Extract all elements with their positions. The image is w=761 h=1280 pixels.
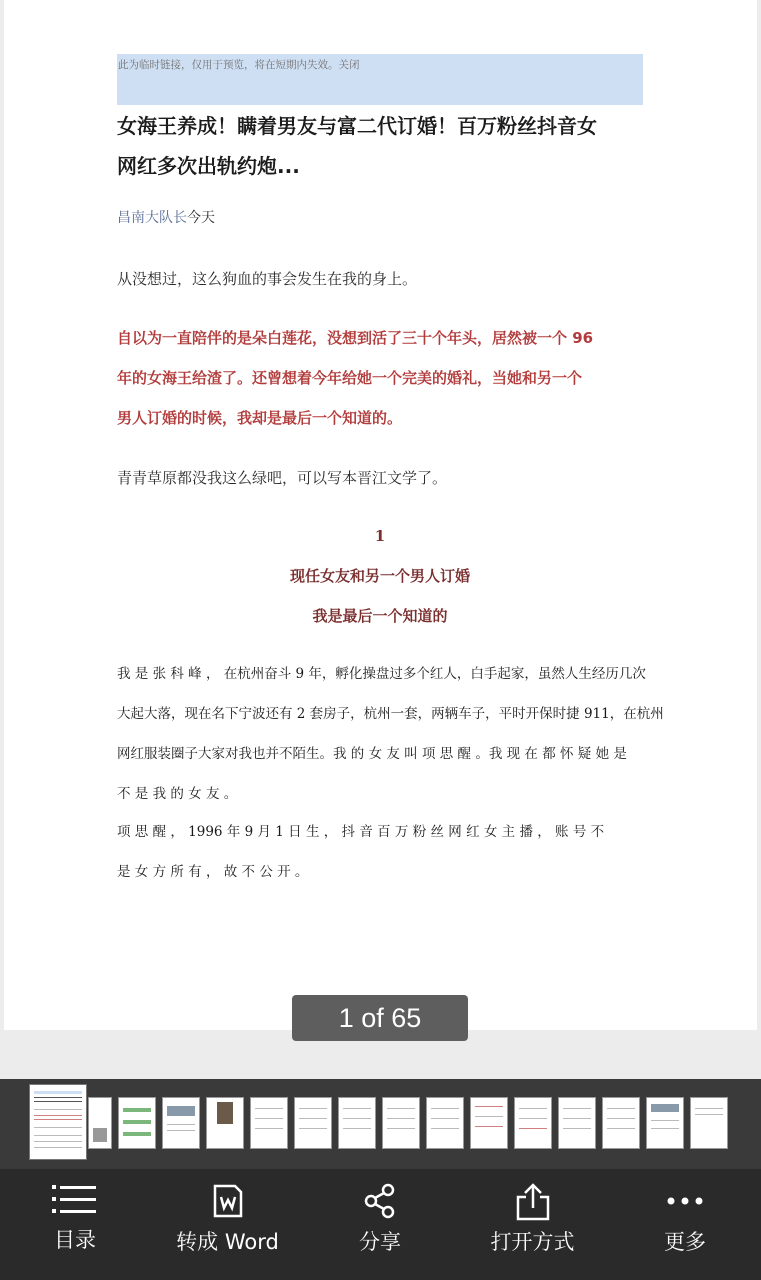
- bottom-toolbar: [0, 1169, 761, 1280]
- page-thumbnail[interactable]: [514, 1097, 552, 1149]
- publish-time: 今天: [187, 210, 215, 226]
- body-line: 网红服装圈子大家对我也并不陌生。我 的 女 友 叫 项 思 醒 。我 现 在 都 怀 疑 她 是: [117, 746, 627, 762]
- title-line: 女海王养成！瞒着男友与富二代订婚！百万粉丝抖音女: [117, 114, 597, 138]
- article-meta: [117, 207, 215, 227]
- convert-word-button[interactable]: [165, 1169, 290, 1280]
- highlight-line: 男人订婚的时候，我却是最后一个知道的。: [117, 409, 403, 427]
- toc-label: 目录: [54, 1228, 96, 1252]
- highlight-line: 年的女海王给渣了。还曾想着今年给她一个完美的婚礼，当她和另一个: [117, 369, 583, 387]
- body-line: 是 女 方 所 有 ， 故 不 公 开 。: [117, 864, 309, 880]
- export-icon: [515, 1183, 551, 1221]
- page-thumbnail[interactable]: [29, 1084, 87, 1160]
- section-subtitle: 我是最后一个知道的: [312, 607, 448, 625]
- share-icon: [362, 1183, 398, 1219]
- share-button[interactable]: [340, 1169, 420, 1280]
- page-thumbnail[interactable]: [294, 1097, 332, 1149]
- body-line: 不 是 我 的 女 友 。: [117, 786, 238, 802]
- article-title: [117, 106, 657, 186]
- title-line: 网红多次出轨约炮...: [117, 154, 300, 178]
- page-thumbnail[interactable]: [338, 1097, 376, 1149]
- notice-text: 此为临时链接，仅用于预览，将在短期内失效。: [118, 59, 339, 71]
- highlight-paragraph: [117, 318, 647, 438]
- section-number: 1: [374, 527, 386, 545]
- open-with-label: 打开方式: [490, 1230, 575, 1254]
- open-with-button[interactable]: [475, 1169, 590, 1280]
- highlight-line: 自以为一直陪伴的是朵白莲花，没想到活了三十个年头，居然被一个 96: [117, 329, 594, 347]
- page-thumbnail[interactable]: [206, 1097, 244, 1149]
- page-indicator: 1 of 65: [292, 995, 468, 1041]
- share-label: 分享: [359, 1230, 401, 1254]
- body-line: 大起大落，现在名下宁波还有 2 套房子，杭州一套，两辆车子，平时开保时捷 911，在杭州: [117, 706, 664, 722]
- more-dots-icon: [665, 1183, 705, 1219]
- body-text: [117, 654, 664, 892]
- more-label: 更多: [664, 1230, 706, 1254]
- word-document-icon: [212, 1183, 244, 1219]
- page-thumbnail[interactable]: [470, 1097, 508, 1149]
- body-line: 我 是 张 科 峰 ， 在杭州奋斗 9 年，孵化操盘过多个红人，白手起家，虽然人生经历几次: [117, 666, 646, 682]
- body-line: 项 思 醒 ， 1996 年 9 月 1 日 生 ， 抖 音 百 万 粉 丝 网 红 女 主 播 ， 账 号 不: [117, 824, 605, 840]
- page-thumbnail[interactable]: [382, 1097, 420, 1149]
- page-thumbnail[interactable]: [602, 1097, 640, 1149]
- more-button[interactable]: [640, 1169, 730, 1280]
- page-thumbnail[interactable]: [88, 1097, 112, 1149]
- second-paragraph: 青青草原都没我这么绿吧，可以写本晋江文学了。: [117, 469, 448, 487]
- page-thumbnail[interactable]: [118, 1097, 156, 1149]
- page-thumbnail[interactable]: [558, 1097, 596, 1149]
- intro-paragraph: 从没想过，这么狗血的事会发生在我的身上。: [117, 270, 418, 288]
- page-thumbnail[interactable]: [426, 1097, 464, 1149]
- author-link[interactable]: 昌南大队长: [117, 210, 187, 226]
- thumbnail-strip[interactable]: [0, 1079, 761, 1169]
- notice-close-link[interactable]: 关闭: [338, 59, 360, 71]
- list-icon: [52, 1183, 98, 1215]
- convert-label: 转成 Word: [176, 1230, 279, 1254]
- toc-button[interactable]: [25, 1169, 125, 1280]
- page-thumbnail[interactable]: [690, 1097, 728, 1149]
- temporary-link-notice: [117, 54, 643, 105]
- section-title: 现任女友和另一个男人订婚: [289, 567, 470, 585]
- page-thumbnail[interactable]: [162, 1097, 200, 1149]
- page-thumbnail[interactable]: [646, 1097, 684, 1149]
- page-thumbnail[interactable]: [250, 1097, 288, 1149]
